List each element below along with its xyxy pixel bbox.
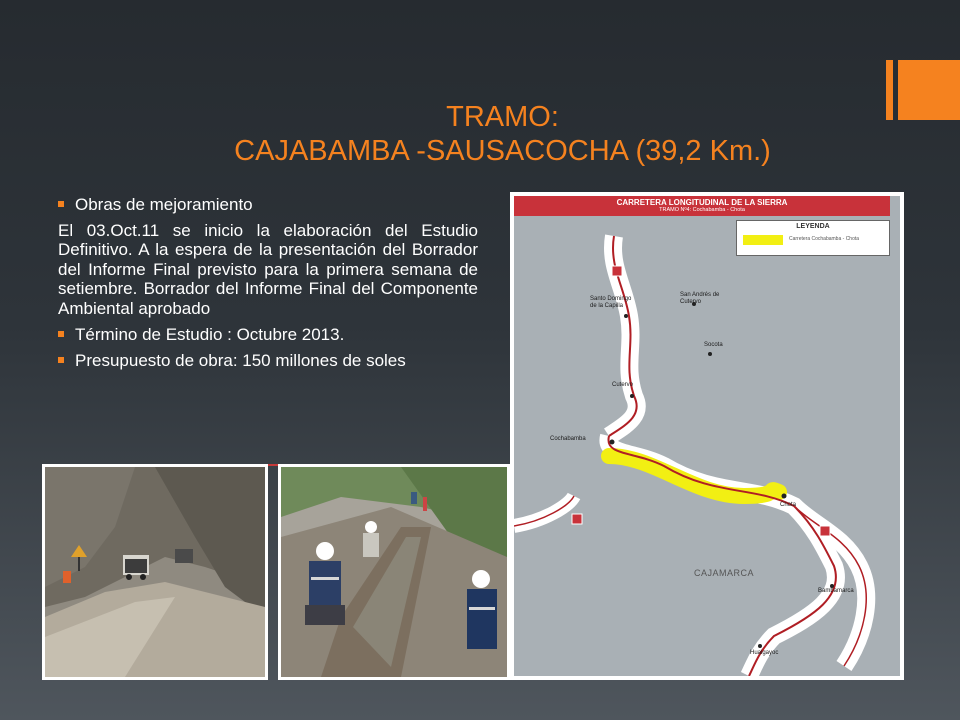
legend-label: Carretera Cochabamba - Chota [789,236,860,242]
place-label: Cochabamba [550,436,586,442]
bullet-item [58,325,478,345]
title-line-1: TRAMO: [446,101,559,133]
region-label: CAJAMARCA [694,568,755,578]
bullet-marker-icon [58,331,64,337]
place-label: Hualgayoc [750,650,779,656]
bullet-text: Presupuesto de obra: 150 millones de soles [75,350,406,370]
legend-title: LEYENDA [796,223,830,230]
content-body [58,195,478,376]
place-label: Bambamarca [818,588,854,594]
place-label: Chota [780,502,797,508]
place-label: San Andrés de Cutervo [680,292,720,305]
legend-swatch [743,235,783,245]
photo-workers-illustration [281,467,507,677]
photo-workers [278,464,510,680]
title-line-2: CAJABAMBA -SAUSACOCHA (39,2 Km.) [234,135,771,167]
map-header-subtitle: TRAMO Nº4: Cochabamba - Chota [659,207,745,213]
place-label: Cutervo [612,382,634,388]
slide-title [120,100,885,168]
map-header [514,196,890,216]
photo-road-illustration [45,467,265,677]
body-paragraph: El 03.Oct.11 se inicio la elaboración del Estudio Definitivo. A la espera de la presentación del Borrador del Informe Final previsto para la primera semana de setiembre. Borrador del Informe Final del Componente Ambiental aprobado [58,220,478,318]
place-label: Santo Domingo de la Capilla [590,296,632,309]
bullet-marker-icon [58,201,64,207]
accent-bar-thin [886,60,893,120]
place-label: Socota [704,342,723,348]
bullet-item [58,195,478,215]
bullet-marker-icon [58,357,64,363]
bullet-text: Término de Estudio : Octubre 2013. [75,325,345,344]
photo-road-construction [42,464,268,680]
accent-bar-thick [898,60,960,120]
bullet-text: Obras de mejoramiento [75,195,253,214]
map-header-title: CARRETERA LONGITUDINAL DE LA SIERRA [616,198,788,207]
bullet-item [58,351,478,371]
map-canvas [514,196,900,676]
map-legend [736,220,890,256]
route-map [510,192,904,680]
